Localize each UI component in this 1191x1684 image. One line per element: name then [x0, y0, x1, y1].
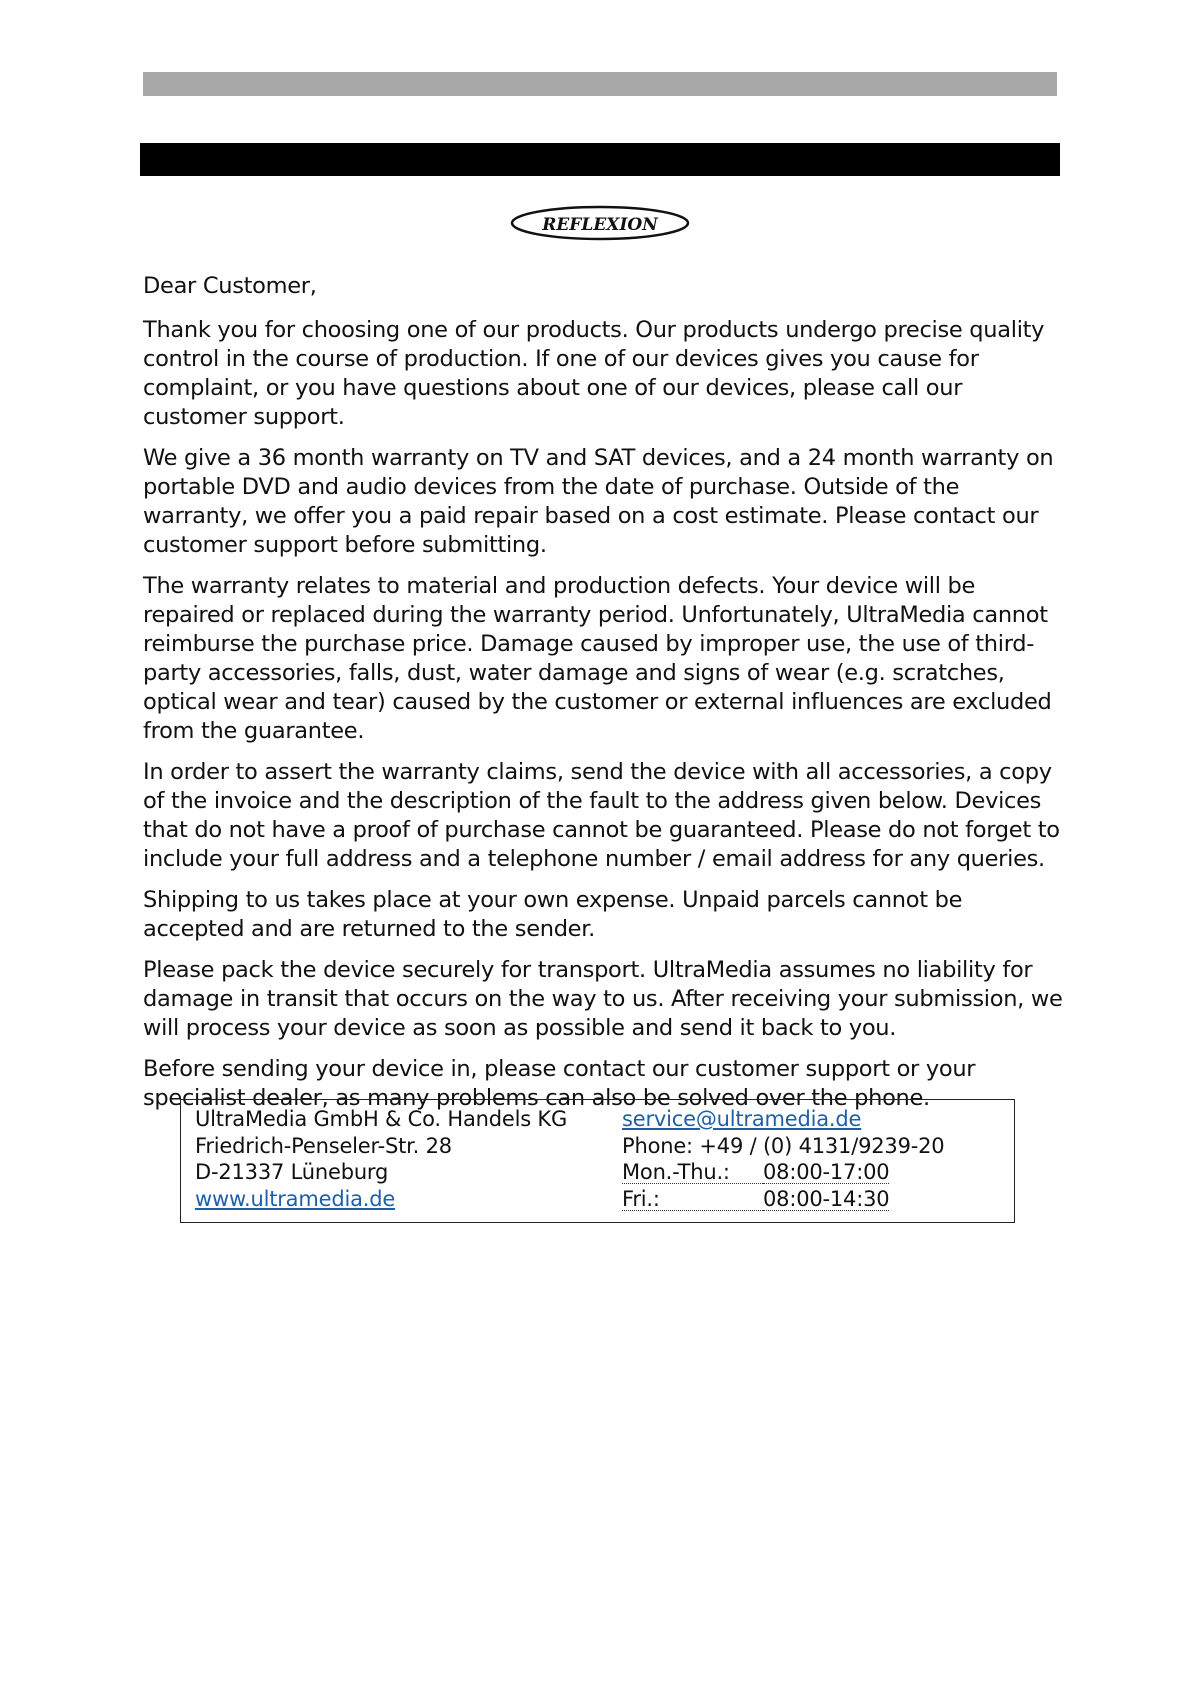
paragraph-contact-first: Before sending your device in, please contact our customer support or your specialist dealer, as many problems can also be solved over the phone. — [143, 1056, 976, 1111]
hours-day: Mon.-Thu.: — [622, 1161, 763, 1184]
paragraph-packing: Please pack the device securely for transport. UltraMedia assumes no liability for damage in transit that occurs on the way to us. After receiving your submission, we will process your device as soon as possible and send it back to you. — [143, 957, 1063, 1041]
address-block — [195, 1106, 567, 1212]
support-block — [622, 1106, 944, 1212]
hours-day: Fri.: — [622, 1188, 763, 1211]
hours-row-fri — [622, 1186, 944, 1213]
greeting: Dear Customer, — [143, 273, 317, 299]
contact-box — [180, 1099, 1015, 1223]
header-gray-bar — [143, 72, 1057, 96]
hours-time: 08:00-17:00 — [763, 1160, 890, 1184]
logo-text: REFLEXION — [542, 215, 658, 235]
website-link[interactable]: www.ultramedia.de — [195, 1186, 396, 1211]
city-address: D-21337 Lüneburg — [195, 1160, 389, 1184]
street-address: Friedrich-Penseler-Str. 28 — [195, 1133, 452, 1158]
phone-number: Phone: +49 / (0) 4131/9239-20 — [622, 1133, 945, 1158]
letter-body — [143, 272, 1068, 1125]
reflexion-logo — [509, 203, 691, 243]
paragraph-warranty-scope: The warranty relates to material and production defects. Your device will be repaired or replaced during the warranty period. Unfortunately, UltraMedia cannot reimburse the purchase price. Damage caused by improper use, the use of third-party accessories, falls, dust, water damage and signs of wear (e.g. scratches, optical wear and tear) caused by the customer or external influences are excluded from the guarantee. — [143, 573, 1052, 744]
company-name: UltraMedia GmbH & Co. Handels KG — [195, 1107, 568, 1131]
header-black-bar — [140, 143, 1060, 176]
paragraph-shipping: Shipping to us takes place at your own expense. Unpaid parcels cannot be accepted and are returned to the sender. — [143, 887, 963, 942]
hours-time: 08:00-14:30 — [763, 1186, 890, 1211]
paragraph-claims: In order to assert the warranty claims, send the device with all accessories, a copy of the invoice and the description of the fault to the address given below. Devices that do not have a proof of purchase cannot be guaranteed. Please do not forget to include your full address and a telephone number / email address for any queries. — [143, 759, 1060, 872]
paragraph-warranty-period: We give a 36 month warranty on TV and SAT devices, and a 24 month warranty on portable DVD and audio devices from the date of purchase. Outside of the warranty, we offer you a paid repair based on a cost estimate. Please contact our customer support before submitting. — [143, 445, 1054, 558]
email-link[interactable]: service@ultramedia.de — [622, 1107, 862, 1131]
paragraph-intro: Thank you for choosing one of our products. Our products undergo precise quality control in the course of production. If one of our devices gives you cause for complaint, or you have questions about one of our devices, please call our customer support. — [143, 317, 1045, 430]
hours-row-mon-thu — [622, 1159, 944, 1186]
